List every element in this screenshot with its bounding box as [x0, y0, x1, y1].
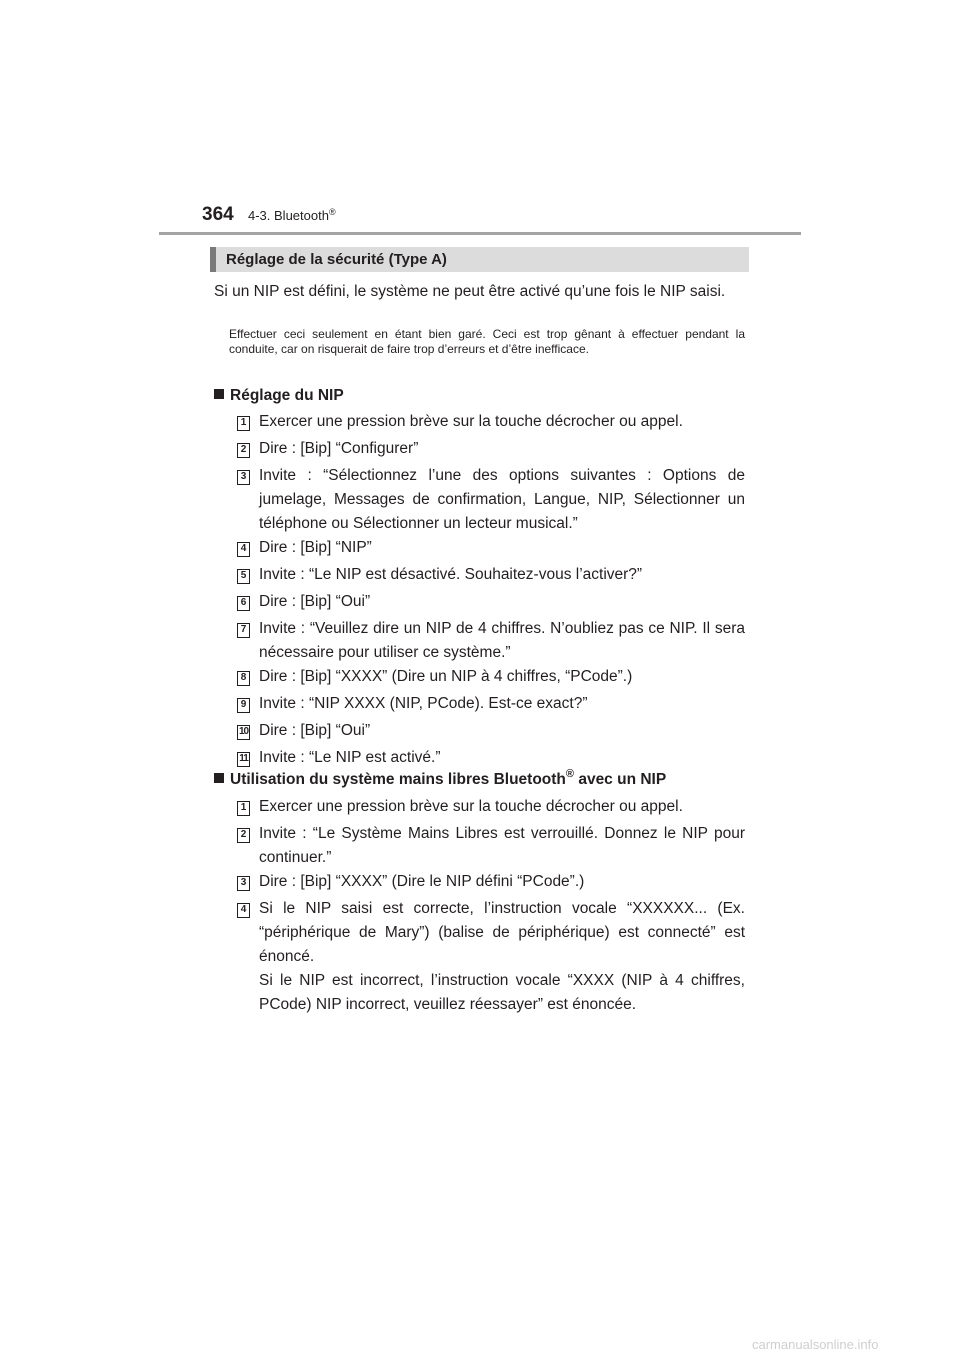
step-text: Dire : [Bip] “Oui”: [259, 722, 371, 739]
square-bullet-icon: [214, 773, 224, 783]
step-number: 1: [237, 801, 250, 816]
heading-handsfree-with-pin: [214, 769, 666, 791]
step-text: Si le NIP saisi est correcte, l’instruction vocale “XXXXXX... (Ex. “périphérique de Mary”) (balise de périphérique) est connecté” est énoncé.: [259, 900, 745, 965]
square-bullet-icon: [214, 389, 224, 399]
step-text: Invite : “Veuillez dire un NIP de 4 chiffres. N’oubliez pas ce NIP. Il sera nécessaire pour utiliser ce système.”: [259, 620, 745, 661]
step-number: 3: [237, 470, 250, 485]
header-rule: [159, 232, 801, 235]
step-number: 9: [237, 698, 250, 713]
heading-pin-setup: [214, 385, 344, 407]
intro-paragraph: Si un NIP est défini, le système ne peut être activé qu’une fois le NIP saisi.: [214, 283, 726, 300]
step-number: 2: [237, 443, 250, 458]
step-number: 11: [237, 752, 250, 767]
footer-watermark: carmanualsonline.info: [752, 1337, 879, 1352]
note-paragraph: Effectuer ceci seulement en étant bien garé. Ceci est trop gênant à effectuer pendant la conduite, car on risquerait de faire trop d’erreurs et d’être inefficace.: [229, 327, 745, 356]
step-text: Dire : [Bip] “Configurer”: [259, 440, 419, 457]
step-text: Dire : [Bip] “XXXX” (Dire un NIP à 4 chiffres, “PCode”.): [259, 668, 633, 685]
section-title: Réglage de la sécurité (Type A): [210, 247, 749, 272]
step-text: Dire : [Bip] “Oui”: [259, 593, 371, 610]
step-text: Invite : “Le NIP est activé.”: [259, 749, 441, 766]
step-text: Invite : “Le Système Mains Libres est verrouillé. Donnez le NIP pour continuer.”: [259, 825, 745, 866]
step-number: 1: [237, 416, 250, 431]
step-text: Dire : [Bip] “NIP”: [259, 539, 372, 556]
step-number: 2: [237, 828, 250, 843]
step-text: Invite : “Le NIP est désactivé. Souhaitez-vous l’activer?”: [259, 566, 643, 583]
step-number: 6: [237, 596, 250, 611]
section-label: [248, 207, 336, 225]
step-number: 10: [237, 725, 250, 740]
heading-text: Utilisation du système mains libres Bluetooth: [230, 771, 566, 788]
registered-mark: ®: [565, 768, 575, 780]
heading-text-end: avec un NIP: [574, 771, 667, 788]
step-number: 4: [237, 903, 250, 918]
step-text: Exercer une pression brève sur la touche décrocher ou appel.: [259, 413, 683, 430]
step-number: 8: [237, 671, 250, 686]
step-number: 4: [237, 542, 250, 557]
step-text: Exercer une pression brève sur la touche décrocher ou appel.: [259, 798, 683, 815]
page-number: 364: [202, 204, 234, 225]
registered-mark: ®: [328, 207, 336, 217]
step-number: 5: [237, 569, 250, 584]
step-text-continued: Si le NIP est incorrect, l’instruction vocale “XXXX (NIP à 4 chiffres, PCode) NIP incorrect, veuillez réessayer” est énoncée.: [259, 972, 745, 1013]
section-label-text: 4-3. Bluetooth: [248, 208, 329, 223]
step-text: Dire : [Bip] “XXXX” (Dire le NIP défini “PCode”.): [259, 873, 585, 890]
step-text: Invite : “NIP XXXX (NIP, PCode). Est-ce exact?”: [259, 695, 588, 712]
step-number: 7: [237, 623, 250, 638]
heading-text: Réglage du NIP: [230, 387, 344, 404]
step-number: 3: [237, 876, 250, 891]
step-text: Invite : “Sélectionnez l’une des options suivantes : Options de jumelage, Messages de confirmation, Langue, NIP, Sélectionner un téléphone ou Sélectionner un lecteur musical.”: [259, 467, 745, 532]
